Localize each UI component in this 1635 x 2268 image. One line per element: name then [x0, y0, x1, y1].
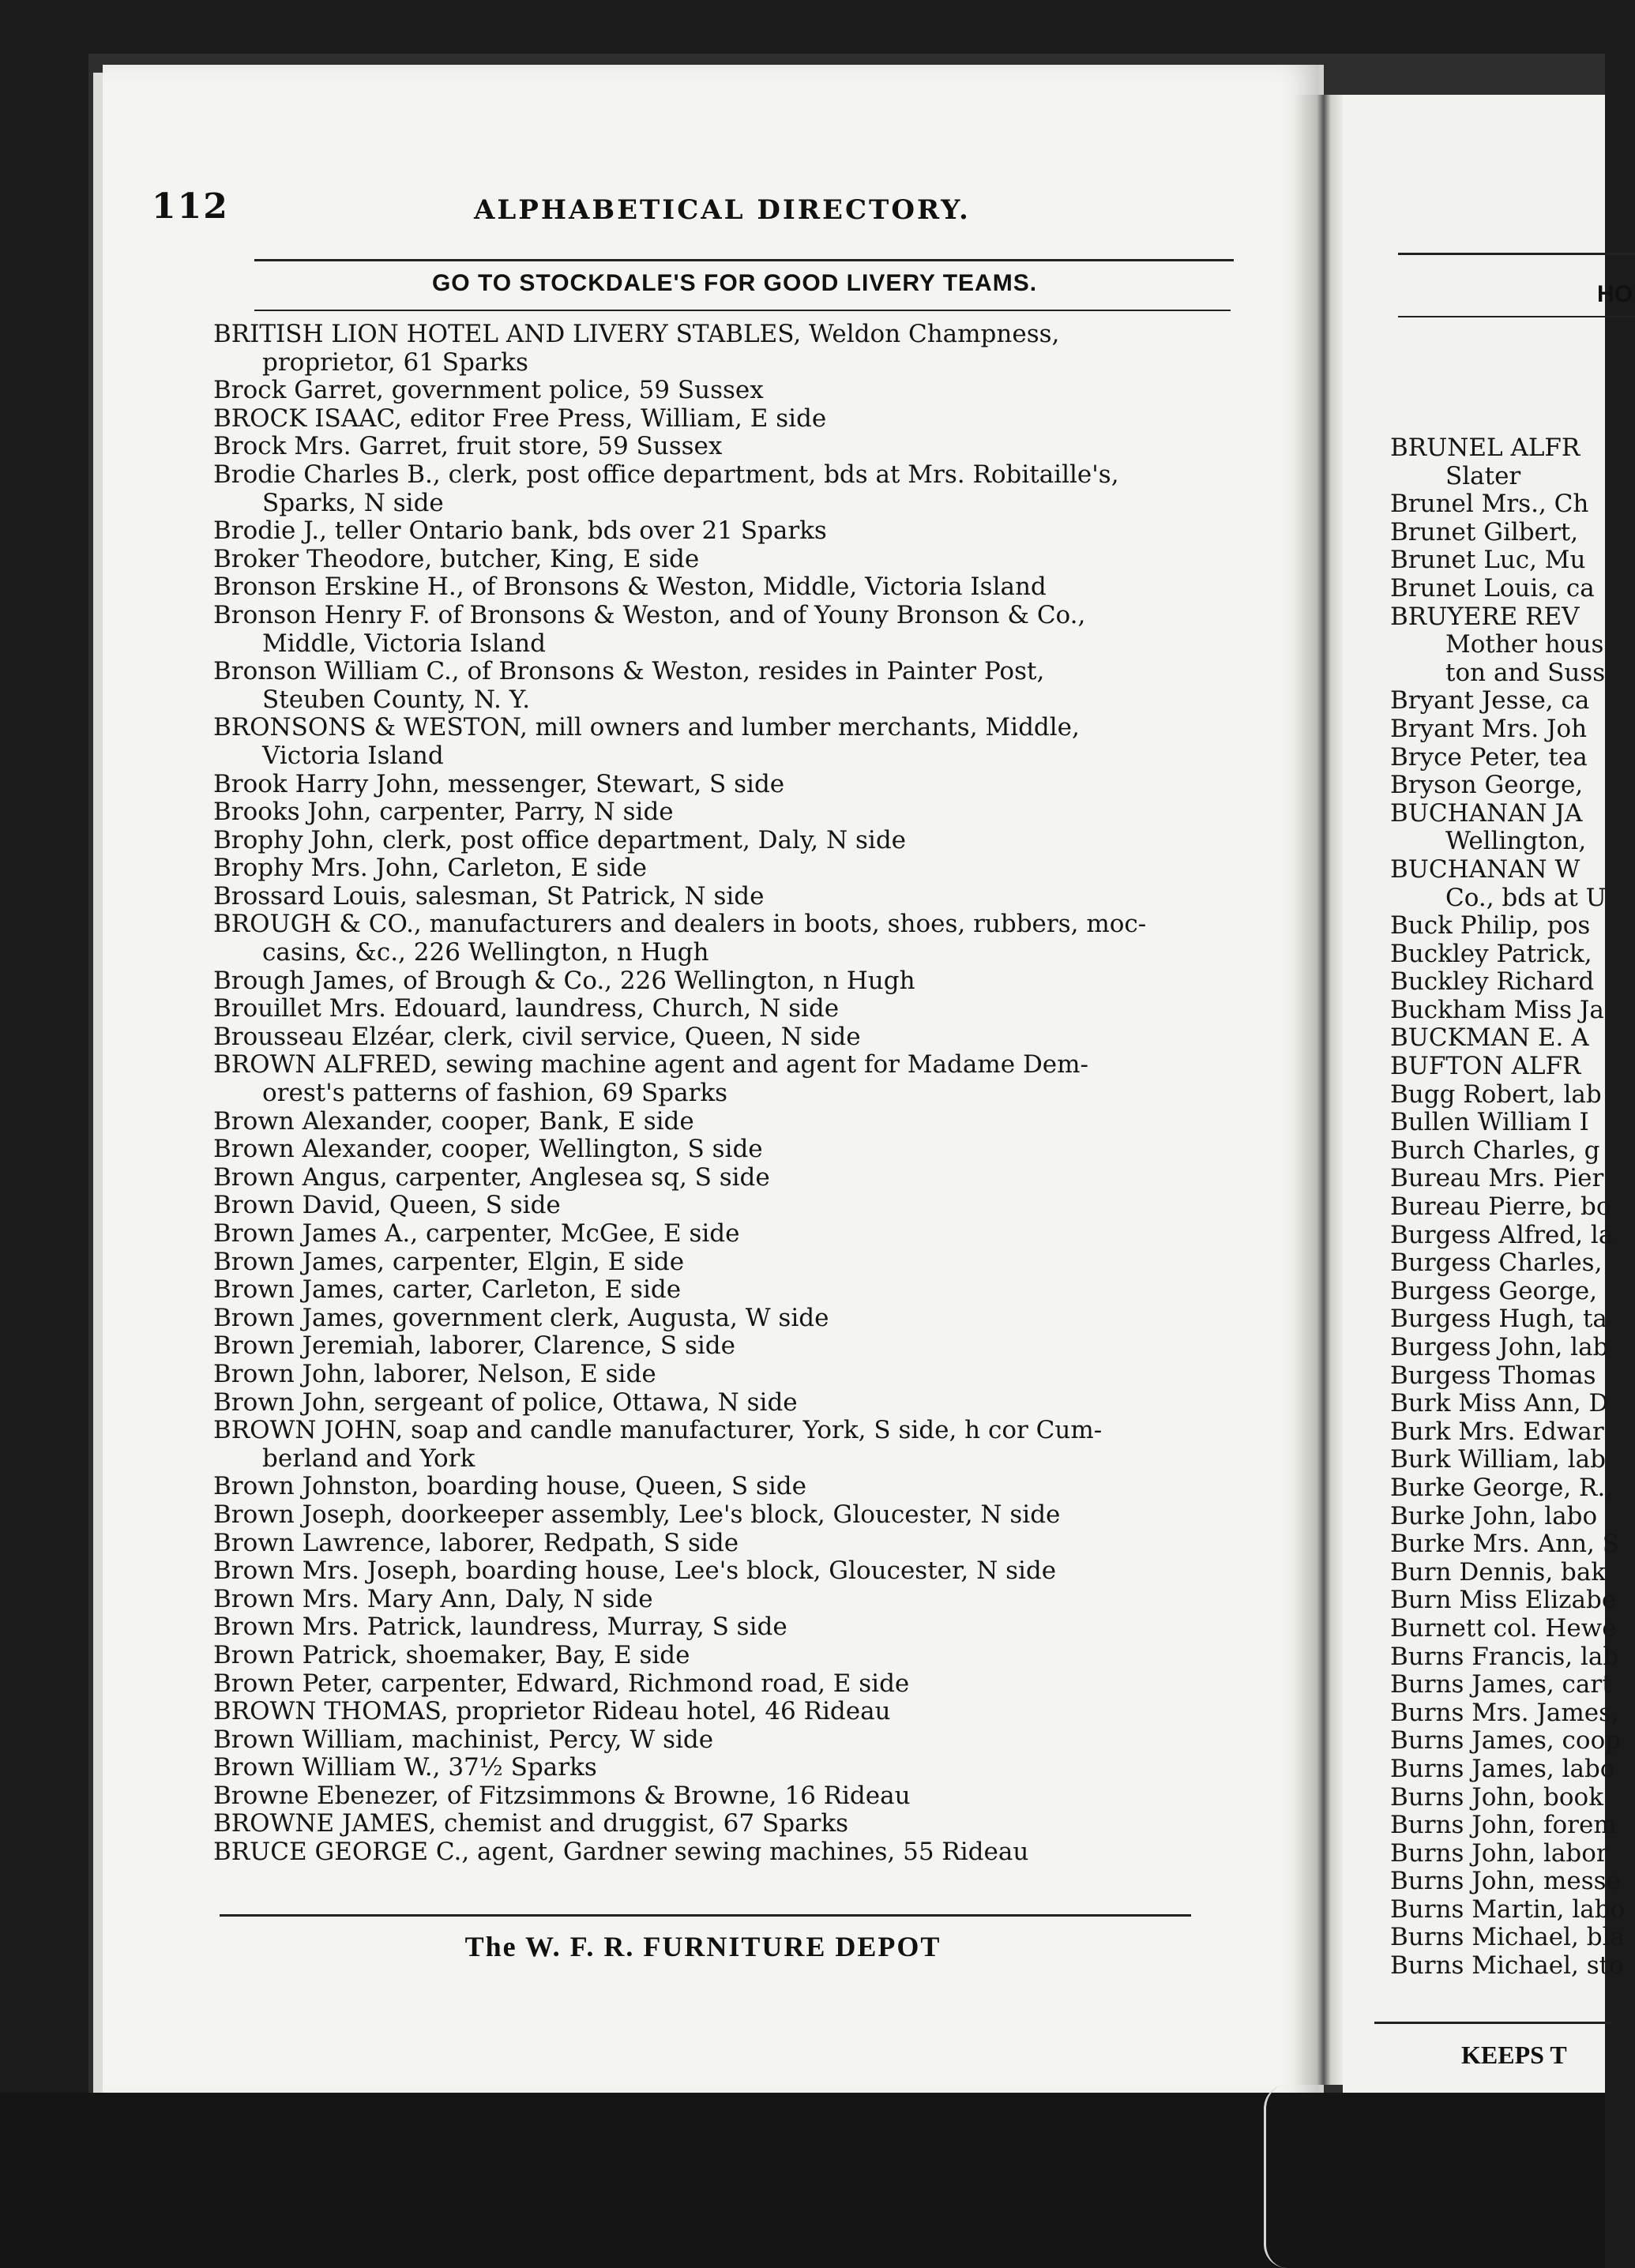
entry-line: Bureau Mrs. Pier [1390, 1164, 1604, 1193]
entry-line: BROCK ISAAC, editor Free Press, William, E side [213, 404, 827, 433]
directory-entry [1390, 1924, 1627, 1952]
entry-line: Burgess George, [1390, 1276, 1598, 1305]
directory-entry [213, 517, 1240, 546]
entry-line: Burgess Alfred, la [1390, 1220, 1614, 1249]
right-footer-rule [1374, 2022, 1611, 2024]
entry-line: Brough James, of Brough & Co., 226 Wellington, n Hugh [213, 966, 915, 995]
directory-entry [213, 1192, 1240, 1220]
entry-line: Burns Mrs. James, [1390, 1698, 1619, 1727]
directory-entry [213, 602, 1240, 658]
directory-entry [1390, 1503, 1627, 1531]
entry-line: Brunet Luc, Mu [1390, 546, 1586, 575]
directory-entry [1390, 1362, 1627, 1391]
directory-entry [1390, 1334, 1627, 1362]
right-page [1343, 95, 1633, 2116]
directory-entry [213, 1249, 1240, 1277]
entry-line: Burgess Hugh, ta [1390, 1305, 1607, 1334]
entry-line: Buckley Richard [1390, 967, 1595, 997]
entry-line: Bureau Pierre, bo [1390, 1192, 1611, 1222]
entry-line: BUCHANAN JA [1390, 798, 1583, 828]
footer-rule [220, 1914, 1191, 1917]
bottom-advertisement: The W. F. R. FURNITURE DEPOT [464, 1931, 942, 1962]
entry-line: Brown John, sergeant of police, Ottawa, N side [213, 1387, 798, 1417]
entry-continuation: casins, &c., 226 Wellington, n Hugh [262, 938, 709, 967]
directory-entry [213, 377, 1240, 405]
directory-entry [1390, 800, 1627, 856]
directory-entry [213, 1726, 1240, 1755]
directory-entry [1390, 1024, 1627, 1053]
right-header-rule [1398, 253, 1635, 255]
entry-line: Burns James, coop [1390, 1726, 1622, 1755]
directory-entry [1390, 1784, 1627, 1812]
entry-line: Burn Miss Elizabe [1390, 1586, 1617, 1615]
directory-entry [213, 1670, 1240, 1699]
directory-entry [213, 433, 1240, 461]
entry-line: Brooks John, carpenter, Parry, N side [213, 798, 674, 827]
entry-line: Bugg Robert, lab [1390, 1080, 1602, 1109]
directory-entry [1390, 1137, 1627, 1166]
entry-line: Burns John, labor [1390, 1838, 1608, 1868]
entry-line: Bronson Erskine H., of Bronsons & Weston, Middle, Victoria Island [213, 573, 1047, 602]
entry-line: BRONSONS & WESTON, mill owners and lumber merchants, Middle, [213, 713, 1080, 742]
entry-line: Burns John, forem [1390, 1811, 1617, 1840]
directory-entry [1390, 856, 1627, 912]
directory-entry [1390, 1699, 1627, 1728]
directory-entry [213, 1782, 1240, 1811]
entry-line: Bryson George, [1390, 771, 1584, 800]
entry-continuation: ton and Suss [1445, 658, 1606, 687]
entry-line: Brock Mrs. Garret, fruit store, 59 Sussex [213, 432, 723, 461]
directory-entry [213, 1754, 1240, 1782]
entry-line: Brown James, carter, Carleton, E side [213, 1275, 682, 1305]
directory-entry [213, 883, 1240, 911]
directory-entry [213, 1613, 1240, 1642]
right-directory-entries [1390, 434, 1627, 1981]
entry-line: Broker Theodore, butcher, King, E side [213, 544, 700, 573]
directory-entry [1390, 1165, 1627, 1193]
directory-entry [213, 1501, 1240, 1530]
entry-line: Browne Ebenezer, of Fitzsimmons & Browne, 16 Rideau [213, 1781, 911, 1810]
entry-line: BROWN ALFRED, sewing machine agent and agent for Madame Dem- [213, 1050, 1089, 1080]
directory-entry [1390, 997, 1627, 1025]
entry-line: Buckley Patrick, [1390, 939, 1592, 968]
directory-entry [1390, 546, 1627, 575]
directory-entry [1390, 1755, 1627, 1784]
entry-line: Burk Mrs. Edwar [1390, 1417, 1604, 1446]
entry-continuation: Slater [1445, 461, 1521, 490]
directory-entry [213, 1332, 1240, 1361]
entry-line: Burch Charles, g [1390, 1136, 1600, 1165]
entry-continuation: Mother hous [1445, 630, 1604, 659]
directory-entry [1390, 1896, 1627, 1924]
directory-entry [213, 1698, 1240, 1726]
entry-line: BRUNEL ALFR [1390, 434, 1580, 462]
entry-line: Brunet Gilbert, [1390, 517, 1579, 546]
directory-entry [213, 405, 1240, 434]
entry-continuation: Co., bds at U [1445, 883, 1607, 912]
entry-line: Bronson Henry F. of Bronsons & Weston, and of Youny Bronson & Co., [213, 600, 1086, 629]
entry-line: Brousseau Elzéar, clerk, civil service, Queen, N side [213, 1022, 861, 1051]
entry-line: Burns James, cart [1390, 1670, 1612, 1699]
entry-line: Brophy John, clerk, post office department, Daly, N side [213, 825, 907, 854]
entry-line: Brown Peter, carpenter, Edward, Richmond road, E side [213, 1669, 910, 1698]
directory-entry [213, 1108, 1240, 1136]
entry-line: BRUCE GEORGE C., agent, Gardner sewing machines, 55 Rideau [213, 1838, 1029, 1867]
running-head: ALPHABETICAL DIRECTORY. [474, 194, 971, 226]
directory-entry [1390, 1615, 1627, 1643]
directory-entry [213, 827, 1240, 855]
directory-entries [213, 321, 1240, 1867]
directory-entry [1390, 1868, 1627, 1896]
entry-line: Brown William W., 37½ Sparks [213, 1753, 597, 1782]
directory-entry [213, 546, 1240, 574]
directory-entry [213, 461, 1240, 517]
entry-continuation: Victoria Island [262, 741, 444, 770]
directory-entry [213, 573, 1240, 602]
header-rule [254, 259, 1234, 261]
entry-line: Brown Alexander, cooper, Bank, E side [213, 1106, 694, 1136]
directory-entry [1390, 1249, 1627, 1278]
entry-line: BROUGH & CO., manufacturers and dealers in boots, shoes, rubbers, moc- [213, 910, 1147, 939]
entry-line: BRITISH LION HOTEL AND LIVERY STABLES, Weldon Champness, [213, 320, 1060, 348]
entry-line: BROWNE JAMES, chemist and druggist, 67 Sparks [213, 1809, 849, 1838]
directory-entry [1390, 1952, 1627, 1981]
entry-line: Brodie Charles B., clerk, post office department, bds at Mrs. Robitaille's, [213, 460, 1119, 489]
entry-line: Buck Philip, pos [1390, 911, 1591, 941]
ad-rule [254, 310, 1231, 311]
directory-entry [1390, 687, 1627, 715]
directory-entry [213, 1530, 1240, 1558]
directory-entry [1390, 1530, 1627, 1559]
entry-line: Brook Harry John, messenger, Stewart, S side [213, 769, 785, 798]
entry-line: Burke John, labo [1390, 1501, 1598, 1530]
entry-line: Brossard Louis, salesman, St Patrick, N side [213, 881, 765, 911]
directory-entry [213, 1473, 1240, 1501]
entry-line: Brown Mrs. Mary Ann, Daly, N side [213, 1584, 653, 1613]
entry-line: Bullen William I [1390, 1108, 1589, 1137]
entry-line: Bryce Peter, tea [1390, 742, 1588, 772]
directory-entry [213, 1305, 1240, 1333]
directory-entry [1390, 744, 1627, 772]
entry-line: BRUYERE REV [1390, 602, 1580, 631]
entry-line: Brown James, government clerk, Augusta, W side [213, 1303, 829, 1332]
directory-entry [1390, 772, 1627, 800]
directory-entry [1390, 519, 1627, 547]
directory-entry [213, 798, 1240, 827]
entry-line: Brown William, machinist, Percy, W side [213, 1725, 714, 1754]
entry-line: Burns Martin, labo [1390, 1894, 1626, 1924]
directory-entry [1390, 1418, 1627, 1447]
entry-line: Brown Jeremiah, laborer, Clarence, S side [213, 1331, 735, 1361]
entry-line: Burke George, R., [1390, 1473, 1614, 1502]
right-running-head-fragment: HO [1597, 281, 1633, 307]
entry-line: BROWN JOHN, soap and candle manufacturer, York, S side, h cor Cum- [213, 1416, 1103, 1445]
entry-line: Brunet Louis, ca [1390, 573, 1595, 603]
entry-line: Burgess Thomas [1390, 1361, 1596, 1390]
right-ad-rule [1398, 316, 1635, 317]
directory-entry [213, 995, 1240, 1023]
entry-line: Brown Mrs. Patrick, laundress, Murray, S side [213, 1613, 787, 1642]
directory-entry [1390, 1671, 1627, 1699]
directory-entry [1390, 1840, 1627, 1868]
entry-line: BUCKMAN E. A [1390, 1023, 1589, 1053]
directory-entry [1390, 1474, 1627, 1503]
entry-continuation: Middle, Victoria Island [262, 629, 546, 658]
directory-entry [1390, 1390, 1627, 1418]
directory-entry [213, 321, 1240, 377]
directory-entry [1390, 1278, 1627, 1306]
directory-entry [213, 1023, 1240, 1052]
entry-line: Brodie J., teller Ontario bank, bds over 21 Sparks [213, 516, 827, 546]
directory-entry [1390, 1586, 1627, 1615]
directory-entry [1390, 1727, 1627, 1755]
entry-line: Burns John, book [1390, 1782, 1603, 1812]
entry-line: Burk William, lab [1390, 1445, 1607, 1474]
entry-line: Brophy Mrs. John, Carleton, E side [213, 854, 647, 883]
directory-entry [213, 911, 1240, 967]
directory-entry [1390, 490, 1627, 519]
entry-line: Brown David, Queen, S side [213, 1191, 561, 1220]
page-number: 112 [152, 186, 229, 227]
directory-entry [213, 1642, 1240, 1670]
entry-line: Burns Michael, sto [1390, 1951, 1624, 1981]
top-advertisement: GO TO STOCKDALE'S FOR GOOD LIVERY TEAMS. [431, 270, 1038, 296]
entry-line: Brown Patrick, shoemaker, Bay, E side [213, 1640, 690, 1669]
directory-entry [213, 1361, 1240, 1389]
entry-line: Buckham Miss Ja [1390, 995, 1604, 1024]
entry-line: BUCHANAN W [1390, 854, 1580, 884]
entry-line: Brown Mrs. Joseph, boarding house, Lee's block, Gloucester, N side [213, 1556, 1057, 1586]
directory-entry [213, 1838, 1240, 1867]
entry-line: Bronson William C., of Bronsons & Weston, resides in Painter Post, [213, 657, 1045, 686]
directory-entry [1390, 941, 1627, 969]
binding-thread [1264, 2085, 1314, 2268]
directory-entry [1390, 968, 1627, 997]
entry-line: Burnett col. Hewe [1390, 1613, 1617, 1643]
entry-line: Brown Lawrence, laborer, Redpath, S side [213, 1528, 739, 1557]
directory-entry [213, 1586, 1240, 1614]
directory-entry [1390, 1446, 1627, 1474]
entry-line: Burns Francis, lab [1390, 1642, 1619, 1671]
entry-line: Brown James, carpenter, Elgin, E side [213, 1247, 685, 1276]
entry-line: Brown Alexander, cooper, Wellington, S side [213, 1135, 763, 1164]
directory-entry [213, 714, 1240, 770]
directory-entry [1390, 1109, 1627, 1137]
directory-entry [1390, 1643, 1627, 1672]
entry-line: BUFTON ALFR [1390, 1052, 1581, 1081]
directory-entry [1390, 1222, 1627, 1250]
directory-entry [213, 1557, 1240, 1586]
directory-entry [1390, 1559, 1627, 1587]
directory-entry [213, 1136, 1240, 1164]
directory-entry [1390, 1193, 1627, 1222]
entry-line: Brown James A., carpenter, McGee, E side [213, 1219, 740, 1248]
directory-entry [1390, 1053, 1627, 1081]
entry-continuation: proprietor, 61 Sparks [262, 347, 528, 377]
directory-entry [213, 658, 1240, 714]
directory-entry [1390, 434, 1627, 490]
entry-line: Brock Garret, government police, 59 Sussex [213, 376, 764, 405]
directory-entry [1390, 1812, 1627, 1840]
directory-entry [213, 1389, 1240, 1418]
right-bottom-advertisement-fragment: KEEPS T [1461, 2041, 1567, 2069]
directory-entry [213, 1164, 1240, 1192]
entry-continuation: Wellington, [1445, 827, 1587, 856]
directory-entry [1390, 1081, 1627, 1110]
background-table [0, 2093, 1605, 2268]
book-gutter [1295, 95, 1343, 2085]
entry-line: Burns James, labo [1390, 1754, 1615, 1783]
directory-entry [213, 771, 1240, 799]
entry-line: Burns Michael, bla [1390, 1923, 1625, 1952]
directory-entry [1390, 912, 1627, 941]
directory-entry [213, 967, 1240, 996]
entry-line: Bryant Mrs. Joh [1390, 714, 1588, 743]
directory-entry [213, 1810, 1240, 1838]
entry-line: Burn Dennis, bak [1390, 1557, 1607, 1586]
entry-line: Burk Miss Ann, D [1390, 1389, 1609, 1418]
entry-line: Brown Angus, carpenter, Anglesea sq, S side [213, 1162, 770, 1192]
directory-entry [1390, 575, 1627, 603]
directory-entry [1390, 1305, 1627, 1334]
entry-line: Brown Joseph, doorkeeper assembly, Lee's block, Gloucester, N side [213, 1500, 1061, 1529]
entry-continuation: Steuben County, N. Y. [262, 685, 531, 714]
entry-continuation: orest's patterns of fashion, 69 Sparks [262, 1079, 728, 1108]
directory-entry [1390, 603, 1627, 688]
entry-line: Burns John, messe [1390, 1867, 1621, 1896]
directory-entry [213, 1051, 1240, 1107]
entry-line: Brown John, laborer, Nelson, E side [213, 1359, 656, 1388]
entry-line: Burgess John, lab [1390, 1333, 1609, 1361]
entry-line: Brunel Mrs., Ch [1390, 490, 1589, 519]
entry-line: BROWN THOMAS, proprietor Rideau hotel, 46 Rideau [213, 1697, 891, 1726]
directory-entry [213, 1276, 1240, 1305]
directory-entry [213, 854, 1240, 883]
directory-entry [1390, 715, 1627, 744]
directory-entry [213, 1220, 1240, 1249]
entry-continuation: berland and York [262, 1444, 475, 1473]
entry-line: Bryant Jesse, ca [1390, 686, 1590, 715]
entry-line: Brown Johnston, boarding house, Queen, S side [213, 1472, 806, 1501]
entry-continuation: Sparks, N side [262, 488, 444, 517]
entry-line: Burke Mrs. Ann, S [1390, 1530, 1619, 1559]
entry-line: Brouillet Mrs. Edouard, laundress, Church, N side [213, 994, 840, 1023]
entry-line: Burgess Charles, [1390, 1249, 1603, 1278]
directory-entry [213, 1417, 1240, 1473]
